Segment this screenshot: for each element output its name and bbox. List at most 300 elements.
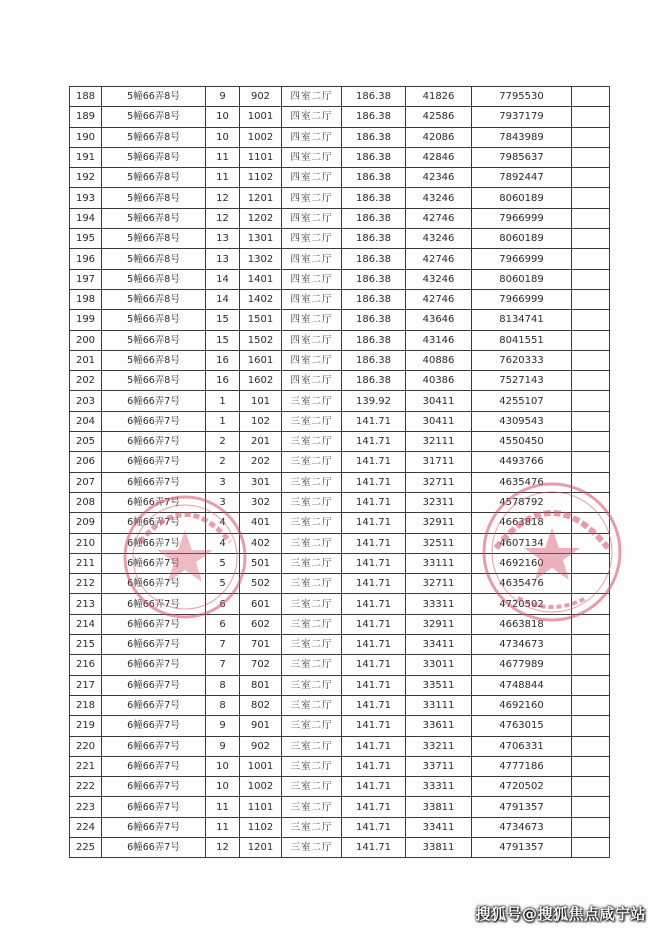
cell-room: 1601 — [240, 350, 282, 370]
cell-floor: 1 — [206, 391, 240, 411]
cell-area: 186.38 — [342, 208, 406, 228]
cell-room: 702 — [240, 655, 282, 675]
cell-layout: 三室二厅 — [282, 391, 342, 411]
cell-total-price: 4720502 — [472, 777, 572, 797]
cell-floor: 12 — [206, 188, 240, 208]
cell-unit-price: 42846 — [406, 147, 472, 167]
cell-total-price: 8060189 — [472, 269, 572, 289]
cell-area: 141.71 — [342, 837, 406, 857]
cell-layout: 四室二厅 — [282, 87, 342, 107]
cell-empty — [572, 695, 610, 715]
cell-floor: 9 — [206, 736, 240, 756]
cell-no: 219 — [70, 716, 102, 736]
cell-no: 198 — [70, 289, 102, 309]
cell-layout: 三室二厅 — [282, 635, 342, 655]
cell-empty — [572, 472, 610, 492]
cell-room: 1502 — [240, 330, 282, 350]
cell-layout: 三室二厅 — [282, 797, 342, 817]
cell-empty — [572, 411, 610, 431]
cell-empty — [572, 371, 610, 391]
cell-area: 141.71 — [342, 452, 406, 472]
cell-building: 6幢66弄7号 — [102, 837, 206, 857]
table-row — [70, 777, 610, 797]
cell-floor: 4 — [206, 533, 240, 553]
cell-room: 102 — [240, 411, 282, 431]
cell-room: 1402 — [240, 289, 282, 309]
cell-layout: 四室二厅 — [282, 127, 342, 147]
cell-total-price: 8060189 — [472, 229, 572, 249]
cell-empty — [572, 837, 610, 857]
cell-layout: 三室二厅 — [282, 411, 342, 431]
cell-area: 186.38 — [342, 229, 406, 249]
cell-empty — [572, 107, 610, 127]
table-row — [70, 229, 610, 249]
cell-building: 6幢66弄7号 — [102, 472, 206, 492]
cell-area: 141.71 — [342, 594, 406, 614]
cell-total-price: 4309543 — [472, 411, 572, 431]
cell-no: 214 — [70, 614, 102, 634]
cell-room: 801 — [240, 675, 282, 695]
cell-room: 902 — [240, 87, 282, 107]
table-row — [70, 289, 610, 309]
cell-total-price: 4607134 — [472, 533, 572, 553]
cell-floor: 7 — [206, 635, 240, 655]
table-row — [70, 797, 610, 817]
cell-area: 186.38 — [342, 87, 406, 107]
cell-no: 209 — [70, 513, 102, 533]
cell-no: 204 — [70, 411, 102, 431]
cell-building: 6幢66弄7号 — [102, 574, 206, 594]
cell-room: 1501 — [240, 310, 282, 330]
cell-area: 186.38 — [342, 289, 406, 309]
cell-total-price: 4748844 — [472, 675, 572, 695]
cell-floor: 8 — [206, 675, 240, 695]
cell-floor: 8 — [206, 695, 240, 715]
cell-room: 401 — [240, 513, 282, 533]
cell-no: 197 — [70, 269, 102, 289]
table-row — [70, 837, 610, 857]
cell-floor: 15 — [206, 330, 240, 350]
cell-no: 206 — [70, 452, 102, 472]
cell-unit-price: 30411 — [406, 391, 472, 411]
cell-layout: 三室二厅 — [282, 472, 342, 492]
cell-no: 225 — [70, 837, 102, 857]
table-body — [70, 87, 610, 858]
cell-total-price: 4734673 — [472, 635, 572, 655]
cell-layout: 四室二厅 — [282, 289, 342, 309]
cell-empty — [572, 574, 610, 594]
cell-area: 186.38 — [342, 371, 406, 391]
cell-area: 139.92 — [342, 391, 406, 411]
cell-area: 141.71 — [342, 695, 406, 715]
cell-empty — [572, 289, 610, 309]
cell-layout: 三室二厅 — [282, 817, 342, 837]
table-row — [70, 533, 610, 553]
cell-area: 141.71 — [342, 716, 406, 736]
cell-total-price: 4635476 — [472, 574, 572, 594]
cell-area: 141.71 — [342, 635, 406, 655]
cell-floor: 7 — [206, 655, 240, 675]
cell-no: 190 — [70, 127, 102, 147]
cell-building: 6幢66弄7号 — [102, 635, 206, 655]
cell-room: 402 — [240, 533, 282, 553]
cell-total-price: 4578792 — [472, 492, 572, 512]
cell-floor: 14 — [206, 289, 240, 309]
cell-building: 5幢66弄8号 — [102, 350, 206, 370]
cell-empty — [572, 777, 610, 797]
cell-room: 301 — [240, 472, 282, 492]
cell-room: 1401 — [240, 269, 282, 289]
cell-unit-price: 33311 — [406, 594, 472, 614]
cell-layout: 三室二厅 — [282, 492, 342, 512]
table-row — [70, 716, 610, 736]
cell-building: 6幢66弄7号 — [102, 695, 206, 715]
cell-unit-price: 32711 — [406, 574, 472, 594]
cell-empty — [572, 614, 610, 634]
cell-total-price: 4635476 — [472, 472, 572, 492]
table-row — [70, 553, 610, 573]
cell-unit-price: 32111 — [406, 432, 472, 452]
table-row — [70, 655, 610, 675]
cell-empty — [572, 797, 610, 817]
cell-room: 1301 — [240, 229, 282, 249]
cell-floor: 9 — [206, 87, 240, 107]
cell-building: 5幢66弄8号 — [102, 289, 206, 309]
cell-area: 141.71 — [342, 411, 406, 431]
cell-total-price: 8060189 — [472, 188, 572, 208]
cell-room: 202 — [240, 452, 282, 472]
cell-empty — [572, 635, 610, 655]
cell-layout: 四室二厅 — [282, 147, 342, 167]
cell-total-price: 7937179 — [472, 107, 572, 127]
cell-floor: 11 — [206, 817, 240, 837]
cell-area: 186.38 — [342, 249, 406, 269]
cell-building: 5幢66弄8号 — [102, 310, 206, 330]
cell-room: 1101 — [240, 797, 282, 817]
table-row — [70, 249, 610, 269]
cell-total-price: 4692160 — [472, 695, 572, 715]
cell-empty — [572, 533, 610, 553]
cell-area: 141.71 — [342, 574, 406, 594]
cell-area: 186.38 — [342, 147, 406, 167]
table-row — [70, 574, 610, 594]
cell-layout: 三室二厅 — [282, 533, 342, 553]
cell-no: 200 — [70, 330, 102, 350]
cell-unit-price: 32511 — [406, 533, 472, 553]
table-row — [70, 87, 610, 107]
cell-room: 501 — [240, 553, 282, 573]
cell-unit-price: 40386 — [406, 371, 472, 391]
cell-layout: 三室二厅 — [282, 432, 342, 452]
cell-no: 199 — [70, 310, 102, 330]
cell-layout: 四室二厅 — [282, 330, 342, 350]
table-row — [70, 107, 610, 127]
cell-building: 5幢66弄8号 — [102, 127, 206, 147]
cell-floor: 5 — [206, 574, 240, 594]
cell-floor: 10 — [206, 756, 240, 776]
cell-unit-price: 33711 — [406, 756, 472, 776]
cell-area: 141.71 — [342, 513, 406, 533]
watermark-text: 搜狐号@搜狐焦点咸宁站 — [475, 905, 646, 923]
cell-room: 1302 — [240, 249, 282, 269]
cell-building: 6幢66弄7号 — [102, 492, 206, 512]
cell-layout: 四室二厅 — [282, 168, 342, 188]
cell-floor: 12 — [206, 208, 240, 228]
cell-total-price: 4677989 — [472, 655, 572, 675]
table-row — [70, 675, 610, 695]
cell-floor: 14 — [206, 269, 240, 289]
cell-empty — [572, 208, 610, 228]
cell-area: 141.71 — [342, 432, 406, 452]
cell-building: 6幢66弄7号 — [102, 817, 206, 837]
cell-empty — [572, 736, 610, 756]
cell-floor: 3 — [206, 492, 240, 512]
cell-room: 901 — [240, 716, 282, 736]
cell-area: 141.71 — [342, 492, 406, 512]
cell-unit-price: 33411 — [406, 817, 472, 837]
table-row — [70, 695, 610, 715]
cell-empty — [572, 756, 610, 776]
table-row — [70, 147, 610, 167]
cell-total-price: 7795530 — [472, 87, 572, 107]
cell-area: 141.71 — [342, 736, 406, 756]
cell-total-price: 8041551 — [472, 330, 572, 350]
cell-layout: 三室二厅 — [282, 695, 342, 715]
cell-no: 191 — [70, 147, 102, 167]
cell-building: 5幢66弄8号 — [102, 168, 206, 188]
cell-unit-price: 40886 — [406, 350, 472, 370]
cell-layout: 三室二厅 — [282, 777, 342, 797]
cell-area: 186.38 — [342, 127, 406, 147]
cell-empty — [572, 249, 610, 269]
cell-empty — [572, 87, 610, 107]
cell-layout: 三室二厅 — [282, 716, 342, 736]
cell-area: 141.71 — [342, 533, 406, 553]
cell-no: 210 — [70, 533, 102, 553]
cell-total-price: 8134741 — [472, 310, 572, 330]
cell-building: 6幢66弄7号 — [102, 777, 206, 797]
cell-total-price: 7966999 — [472, 208, 572, 228]
table-row — [70, 371, 610, 391]
table-row — [70, 756, 610, 776]
cell-room: 1202 — [240, 208, 282, 228]
cell-empty — [572, 330, 610, 350]
cell-no: 212 — [70, 574, 102, 594]
cell-total-price: 7843989 — [472, 127, 572, 147]
cell-building: 6幢66弄7号 — [102, 553, 206, 573]
cell-unit-price: 33111 — [406, 553, 472, 573]
cell-room: 1102 — [240, 817, 282, 837]
table-row — [70, 330, 610, 350]
cell-empty — [572, 432, 610, 452]
price-table — [69, 86, 610, 858]
cell-room: 902 — [240, 736, 282, 756]
cell-layout: 三室二厅 — [282, 675, 342, 695]
cell-no: 188 — [70, 87, 102, 107]
cell-total-price: 4663818 — [472, 614, 572, 634]
cell-unit-price: 42586 — [406, 107, 472, 127]
cell-building: 5幢66弄8号 — [102, 269, 206, 289]
table-row — [70, 736, 610, 756]
cell-empty — [572, 716, 610, 736]
table-row — [70, 432, 610, 452]
cell-area: 186.38 — [342, 330, 406, 350]
cell-floor: 10 — [206, 107, 240, 127]
cell-floor: 2 — [206, 452, 240, 472]
cell-unit-price: 30411 — [406, 411, 472, 431]
cell-no: 205 — [70, 432, 102, 452]
cell-total-price: 4255107 — [472, 391, 572, 411]
cell-unit-price: 33111 — [406, 695, 472, 715]
cell-room: 601 — [240, 594, 282, 614]
cell-unit-price: 31711 — [406, 452, 472, 472]
cell-empty — [572, 168, 610, 188]
cell-floor: 10 — [206, 127, 240, 147]
cell-no: 224 — [70, 817, 102, 837]
cell-unit-price: 42746 — [406, 249, 472, 269]
cell-area: 141.71 — [342, 817, 406, 837]
cell-empty — [572, 655, 610, 675]
cell-unit-price: 33311 — [406, 777, 472, 797]
cell-area: 186.38 — [342, 310, 406, 330]
cell-unit-price: 33611 — [406, 716, 472, 736]
cell-room: 201 — [240, 432, 282, 452]
cell-empty — [572, 553, 610, 573]
cell-unit-price: 43246 — [406, 269, 472, 289]
cell-layout: 三室二厅 — [282, 513, 342, 533]
cell-total-price: 7620333 — [472, 350, 572, 370]
cell-unit-price: 32311 — [406, 492, 472, 512]
cell-unit-price: 42346 — [406, 168, 472, 188]
cell-unit-price: 32911 — [406, 513, 472, 533]
cell-area: 186.38 — [342, 168, 406, 188]
table-row — [70, 452, 610, 472]
table-row — [70, 411, 610, 431]
cell-floor: 11 — [206, 147, 240, 167]
cell-room: 1101 — [240, 147, 282, 167]
cell-total-price: 4706331 — [472, 736, 572, 756]
cell-floor: 3 — [206, 472, 240, 492]
cell-layout: 四室二厅 — [282, 208, 342, 228]
cell-building: 5幢66弄8号 — [102, 147, 206, 167]
cell-room: 1002 — [240, 777, 282, 797]
cell-total-price: 4550450 — [472, 432, 572, 452]
table-row — [70, 168, 610, 188]
cell-floor: 11 — [206, 168, 240, 188]
cell-building: 6幢66弄7号 — [102, 736, 206, 756]
cell-empty — [572, 127, 610, 147]
cell-area: 141.71 — [342, 797, 406, 817]
cell-no: 216 — [70, 655, 102, 675]
table-row — [70, 614, 610, 634]
cell-layout: 三室二厅 — [282, 452, 342, 472]
table-row — [70, 472, 610, 492]
table-row — [70, 594, 610, 614]
cell-no: 194 — [70, 208, 102, 228]
cell-total-price: 4692160 — [472, 553, 572, 573]
cell-no: 192 — [70, 168, 102, 188]
cell-building: 6幢66弄7号 — [102, 675, 206, 695]
cell-total-price: 4493766 — [472, 452, 572, 472]
cell-floor: 16 — [206, 371, 240, 391]
cell-empty — [572, 188, 610, 208]
cell-floor: 12 — [206, 837, 240, 857]
table-row — [70, 127, 610, 147]
cell-empty — [572, 310, 610, 330]
cell-no: 220 — [70, 736, 102, 756]
cell-floor: 10 — [206, 777, 240, 797]
cell-area: 186.38 — [342, 350, 406, 370]
cell-building: 6幢66弄7号 — [102, 411, 206, 431]
cell-area: 141.71 — [342, 553, 406, 573]
cell-no: 207 — [70, 472, 102, 492]
cell-no: 203 — [70, 391, 102, 411]
cell-floor: 15 — [206, 310, 240, 330]
cell-layout: 三室二厅 — [282, 736, 342, 756]
cell-no: 222 — [70, 777, 102, 797]
cell-total-price: 7985637 — [472, 147, 572, 167]
cell-building: 5幢66弄8号 — [102, 371, 206, 391]
cell-layout: 四室二厅 — [282, 310, 342, 330]
cell-unit-price: 41826 — [406, 87, 472, 107]
cell-area: 141.71 — [342, 655, 406, 675]
cell-floor: 11 — [206, 797, 240, 817]
cell-empty — [572, 269, 610, 289]
cell-area: 186.38 — [342, 188, 406, 208]
cell-floor: 2 — [206, 432, 240, 452]
cell-unit-price: 33811 — [406, 837, 472, 857]
cell-no: 193 — [70, 188, 102, 208]
cell-total-price: 4791357 — [472, 837, 572, 857]
cell-building: 6幢66弄7号 — [102, 432, 206, 452]
cell-building: 5幢66弄8号 — [102, 249, 206, 269]
cell-room: 302 — [240, 492, 282, 512]
table-row — [70, 635, 610, 655]
cell-no: 211 — [70, 553, 102, 573]
table-row — [70, 188, 610, 208]
cell-no: 217 — [70, 675, 102, 695]
cell-empty — [572, 391, 610, 411]
cell-room: 1201 — [240, 837, 282, 857]
cell-room: 1002 — [240, 127, 282, 147]
cell-unit-price: 33411 — [406, 635, 472, 655]
cell-area: 141.71 — [342, 614, 406, 634]
cell-area: 186.38 — [342, 107, 406, 127]
cell-floor: 6 — [206, 614, 240, 634]
cell-room: 1201 — [240, 188, 282, 208]
cell-building: 6幢66弄7号 — [102, 594, 206, 614]
cell-total-price: 4777186 — [472, 756, 572, 776]
cell-building: 6幢66弄7号 — [102, 716, 206, 736]
cell-unit-price: 33811 — [406, 797, 472, 817]
cell-empty — [572, 817, 610, 837]
table-row — [70, 310, 610, 330]
cell-room: 1001 — [240, 756, 282, 776]
cell-no: 223 — [70, 797, 102, 817]
cell-room: 1001 — [240, 107, 282, 127]
cell-no: 208 — [70, 492, 102, 512]
cell-unit-price: 33211 — [406, 736, 472, 756]
cell-building: 6幢66弄7号 — [102, 797, 206, 817]
cell-empty — [572, 513, 610, 533]
table-row — [70, 817, 610, 837]
cell-floor: 13 — [206, 249, 240, 269]
cell-empty — [572, 492, 610, 512]
cell-building: 6幢66弄7号 — [102, 756, 206, 776]
cell-floor: 9 — [206, 716, 240, 736]
cell-layout: 三室二厅 — [282, 594, 342, 614]
table-row — [70, 391, 610, 411]
